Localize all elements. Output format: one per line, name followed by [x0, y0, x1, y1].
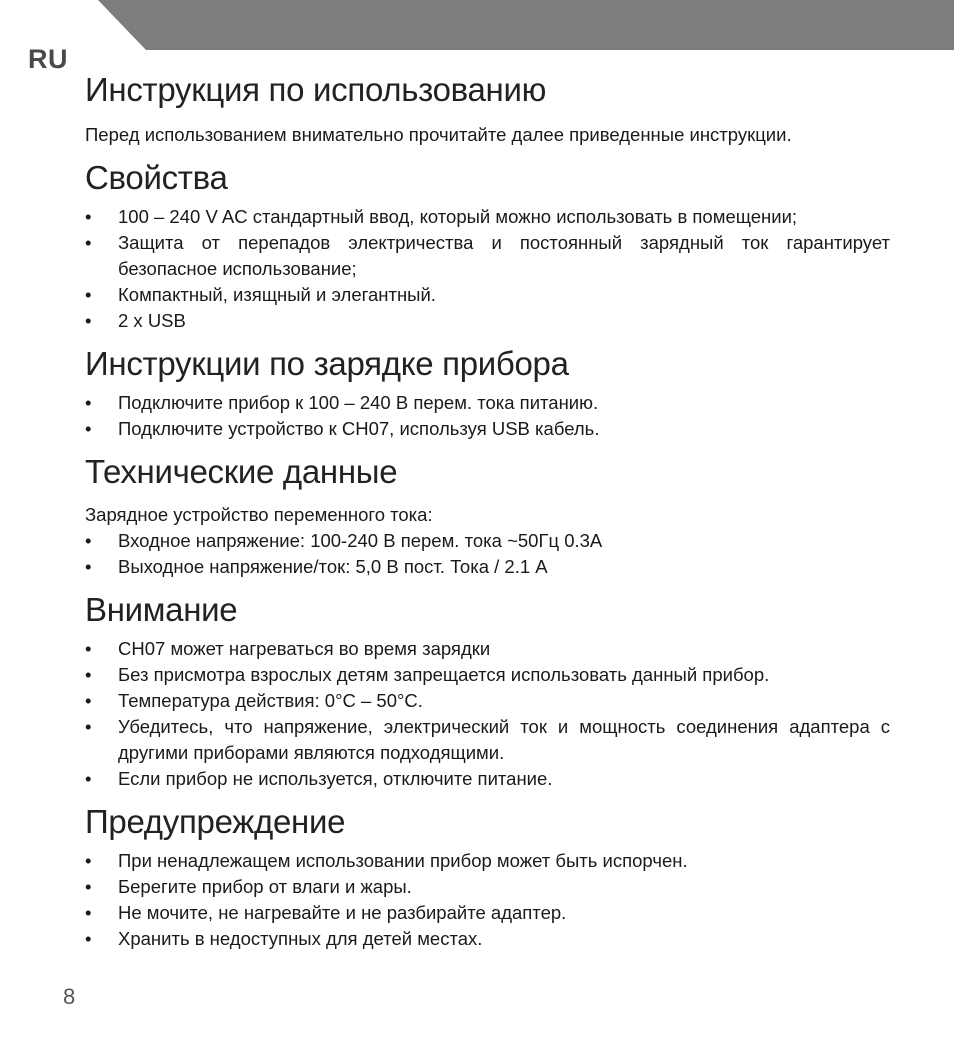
section-heading: Предупреждение [85, 803, 346, 840]
list-item [85, 714, 890, 766]
bullet-list [85, 390, 890, 442]
list-item-text: Убедитесь, что напряжение, электрический ток и мощность соединения адаптера с другими приборами являются подходящими. [118, 716, 890, 763]
list-item-text: Защита от перепадов электричества и постоянный зарядный ток гарантирует безопасное использование; [118, 232, 890, 279]
list-item [85, 848, 890, 874]
list-item-text: Хранить в недоступных для детей местах. [118, 928, 483, 949]
section-heading: Свойства [85, 159, 228, 196]
list-item-text: 2 x USB [118, 310, 186, 331]
bullet-icon: • [85, 418, 92, 439]
section-lead: Зарядное устройство переменного тока: [85, 504, 433, 525]
list-item [85, 308, 890, 334]
bullet-list [85, 204, 890, 334]
list-item [85, 416, 890, 442]
bullet-icon: • [85, 876, 92, 897]
bullet-icon: • [85, 556, 92, 577]
list-item [85, 282, 890, 308]
list-item [85, 204, 890, 230]
list-item-text: Без присмотра взрослых детям запрещается использовать данный прибор. [118, 664, 770, 685]
section-heading: Внимание [85, 591, 238, 628]
bullet-list [85, 848, 890, 952]
page-title: Инструкция по использованию [85, 71, 547, 108]
intro-text: Перед использованием внимательно прочитайте далее приведенные инструкции. [85, 124, 792, 145]
list-item [85, 390, 890, 416]
list-item-text: Компактный, изящный и элегантный. [118, 284, 436, 305]
list-item [85, 688, 890, 714]
header-band [0, 0, 954, 50]
list-item-text: Подключите устройство к CH07, используя USB кабель. [118, 418, 600, 439]
list-item [85, 874, 890, 900]
list-item-text: Выходное напряжение/ток: 5,0 В пост. Тока / 2.1 A [118, 556, 548, 577]
list-item [85, 766, 890, 792]
list-item [85, 554, 890, 580]
bullet-icon: • [85, 638, 92, 659]
bullet-icon: • [85, 206, 92, 227]
list-item [85, 900, 890, 926]
page-content [85, 70, 890, 952]
bullet-icon: • [85, 928, 92, 949]
list-item-text: CH07 может нагреваться во время зарядки [118, 638, 491, 659]
bullet-icon: • [85, 232, 92, 253]
bullet-icon: • [85, 284, 92, 305]
list-item [85, 926, 890, 952]
page-number: 8 [63, 984, 76, 1009]
bullet-icon: • [85, 664, 92, 685]
bullet-icon: • [85, 530, 92, 551]
list-item-text: Не мочите, не нагревайте и не разбирайте адаптер. [118, 902, 567, 923]
bullet-icon: • [85, 768, 92, 789]
sections-container [85, 158, 890, 952]
bullet-icon: • [85, 716, 92, 737]
bullet-icon: • [85, 392, 92, 413]
list-item-text: 100 – 240 V AC стандартный ввод, который можно использовать в помещении; [118, 206, 798, 227]
list-item-text: Берегите прибор от влаги и жары. [118, 876, 412, 897]
list-item-text: Температура действия: 0°C – 50°C. [118, 690, 423, 711]
list-item-text: Если прибор не используется, отключите питание. [118, 768, 553, 789]
section-heading: Инструкции по зарядке прибора [85, 345, 569, 382]
list-item-text: При ненадлежащем использовании прибор может быть испорчен. [118, 850, 688, 871]
list-item [85, 636, 890, 662]
list-item [85, 230, 890, 282]
bullet-icon: • [85, 690, 92, 711]
list-item [85, 662, 890, 688]
bullet-list [85, 528, 890, 580]
bullet-list [85, 636, 890, 792]
bullet-icon: • [85, 310, 92, 331]
language-label: RU [28, 44, 68, 74]
list-item-text: Подключите прибор к 100 – 240 В перем. тока питанию. [118, 392, 599, 413]
list-item [85, 528, 890, 554]
list-item-text: Входное напряжение: 100-240 В перем. тока ~50Гц 0.3A [118, 530, 603, 551]
bullet-icon: • [85, 902, 92, 923]
section-heading: Технические данные [85, 453, 398, 490]
bullet-icon: • [85, 850, 92, 871]
